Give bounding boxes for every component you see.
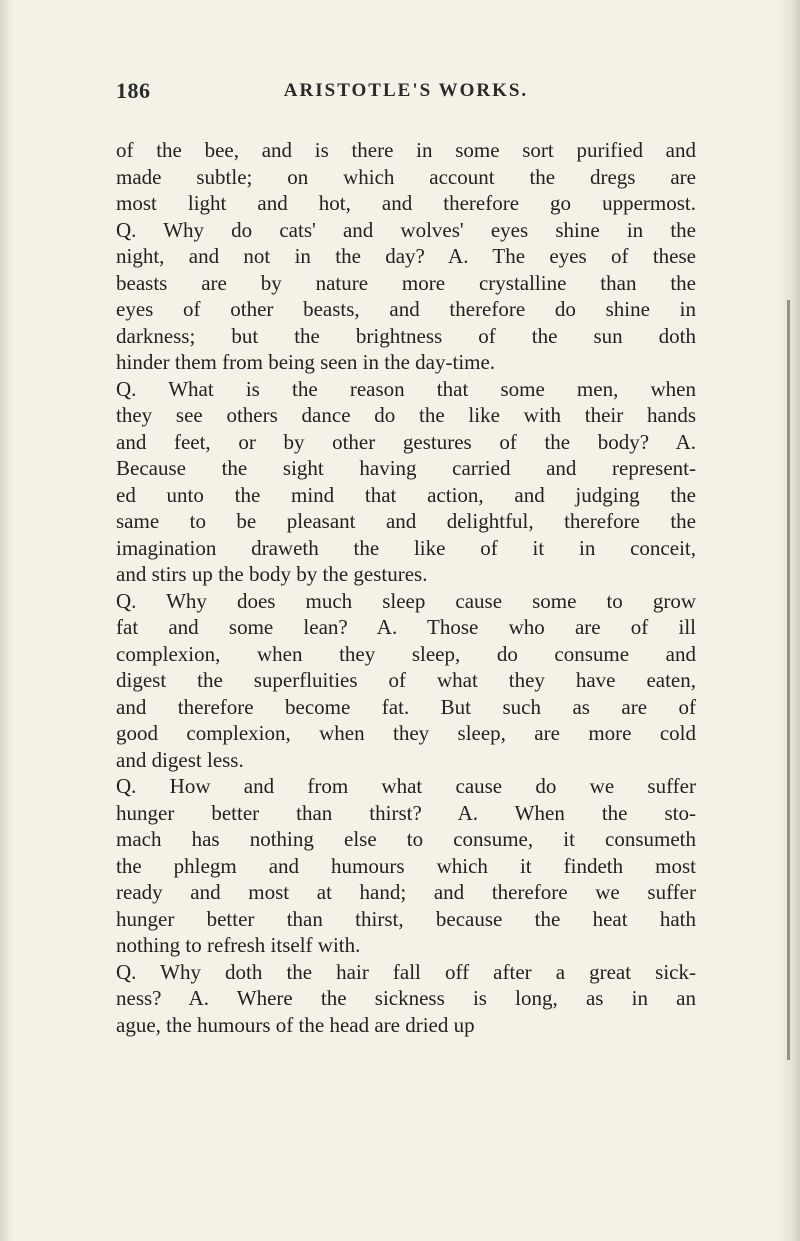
text-line: Q. Why does much sleep cause some to grow xyxy=(116,588,696,613)
page-header xyxy=(116,78,696,108)
running-head: ARISTOTLE'S WORKS. xyxy=(283,80,529,101)
text-line: Q. Why do cats' and wolves' eyes shine in the xyxy=(116,217,696,242)
text-line: made subtle; on which account the dregs are xyxy=(116,164,696,189)
text-line: and feet, or by other gestures of the body? A. xyxy=(116,429,696,454)
text-line: and therefore become fat. But such as are of xyxy=(116,694,696,719)
text-line: complexion, when they sleep, do consume and xyxy=(116,641,696,666)
text-line: night, and not in the day? A. The eyes of these xyxy=(116,244,696,268)
text-line: Q. How and from what cause do we suffer xyxy=(116,774,696,798)
text-line: most light and hot, and therefore go uppermost. xyxy=(116,191,696,215)
text-line: eyes of other beasts, and therefore do shine in xyxy=(116,297,696,321)
text-line: beasts are by nature more crystalline than the xyxy=(116,270,696,295)
text-line: and stirs up the body by the gestures. xyxy=(116,562,428,586)
page-gutter-shadow xyxy=(0,0,14,1241)
text-line: same to be pleasant and delightful, therefore the xyxy=(116,509,696,533)
text-line: nothing to refresh itself with. xyxy=(116,933,361,957)
text-line: Q. Why doth the hair fall off after a great sick- xyxy=(116,959,696,984)
text-line: ready and most at hand; and therefore we suffer xyxy=(116,880,696,904)
text-line: and digest less. xyxy=(116,747,244,772)
text-line: ness? A. Where the sickness is long, as in an xyxy=(116,986,696,1010)
body-text xyxy=(116,137,696,1038)
text-line: Because the sight having carried and represent- xyxy=(116,456,696,480)
text-line: they see others dance do the like with their hands xyxy=(116,403,696,427)
text-line: darkness; but the brightness of the sun doth xyxy=(116,323,696,348)
text-line: good complexion, when they sleep, are more cold xyxy=(116,721,696,745)
text-line: ed unto the mind that action, and judging the xyxy=(116,482,696,507)
text-line: hunger better than thirst? A. When the sto- xyxy=(116,800,696,825)
page-number: 186 xyxy=(116,78,151,103)
text-line: mach has nothing else to consume, it consumeth xyxy=(116,827,696,851)
text-line: hunger better than thirst, because the heat hath xyxy=(116,906,696,931)
text-line: hinder them from being seen in the day-time. xyxy=(116,350,496,374)
text-line: fat and some lean? A. Those who are of ill xyxy=(116,615,696,639)
text-line: digest the superfluities of what they have eaten, xyxy=(116,668,696,692)
binding-edge-line xyxy=(787,300,790,1060)
text-line: of the bee, and is there in some sort purified and xyxy=(116,138,696,162)
text-line: Q. What is the reason that some men, when xyxy=(116,376,696,401)
text-line: imagination draweth the like of it in conceit, xyxy=(116,535,696,560)
text-line: ague, the humours of the head are dried up xyxy=(116,1012,475,1037)
text-line: the phlegm and humours which it findeth most xyxy=(116,853,696,878)
